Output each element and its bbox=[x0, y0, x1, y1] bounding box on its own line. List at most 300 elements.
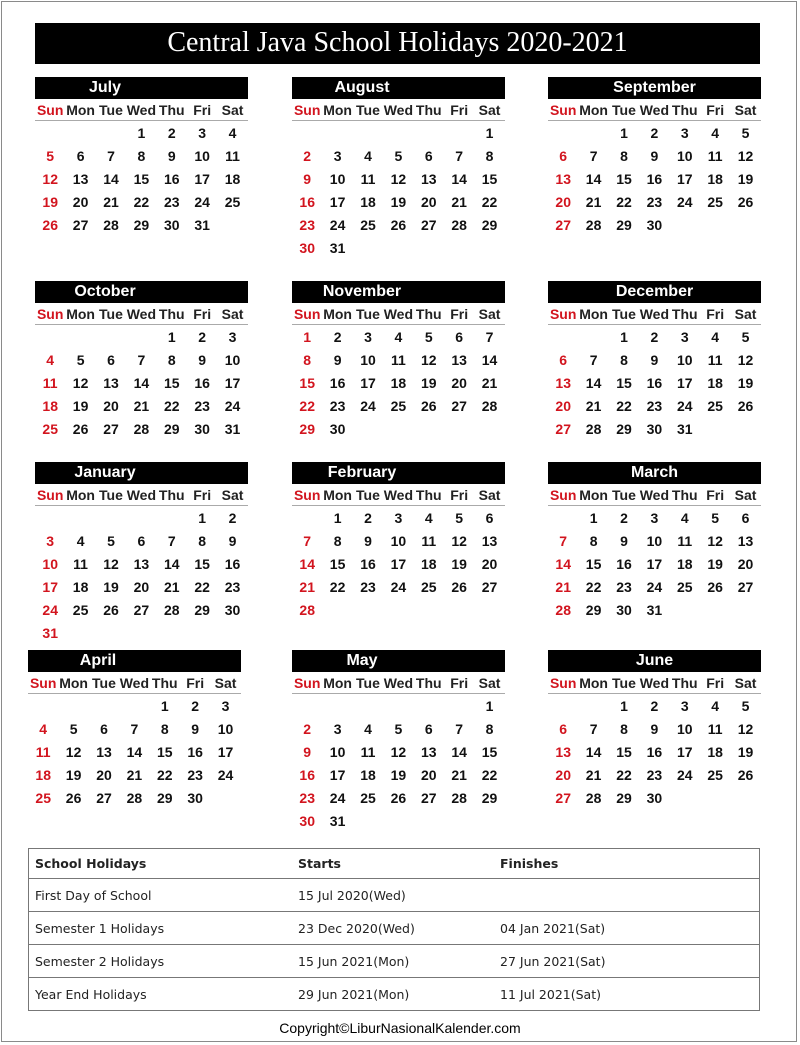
weekday-thu: Thu bbox=[151, 675, 178, 691]
empty-cell bbox=[126, 507, 156, 530]
day-cell: 26 bbox=[390, 790, 407, 806]
day-cell: 6 bbox=[424, 148, 433, 164]
month-header bbox=[35, 77, 248, 99]
day-cell: 24 bbox=[217, 767, 234, 783]
day-cell: 3 bbox=[364, 329, 372, 345]
weekday-sat: Sat bbox=[734, 675, 757, 691]
weekday-wed: Wed bbox=[126, 102, 157, 118]
day-cell: 31 bbox=[646, 602, 663, 618]
day-cell: 1 bbox=[620, 125, 628, 141]
day-cell: 19 bbox=[451, 556, 467, 572]
day-cell: 30 bbox=[329, 421, 346, 437]
weekday-fri: Fri bbox=[450, 102, 469, 118]
empty-cell bbox=[119, 695, 149, 718]
day-cell: 18 bbox=[360, 194, 376, 210]
day-cell: 14 bbox=[585, 744, 602, 760]
day-cell: 11 bbox=[73, 556, 88, 572]
day-cell: 18 bbox=[42, 398, 58, 414]
day-cell: 14 bbox=[126, 744, 143, 760]
day-cell: 15 bbox=[616, 171, 632, 187]
day-cell: 20 bbox=[737, 556, 754, 572]
day-cell: 9 bbox=[303, 744, 312, 760]
weekday-wed: Wed bbox=[639, 102, 670, 118]
copyright-text: Copyright©LiburNasionalKalender.com bbox=[279, 1020, 521, 1036]
weekday-sun: Sun bbox=[293, 102, 321, 118]
day-cell: 22 bbox=[616, 398, 632, 414]
month-name: June bbox=[635, 652, 674, 669]
weekday-tue: Tue bbox=[356, 306, 380, 322]
day-cell: 9 bbox=[333, 352, 342, 368]
weekday-mon: Mon bbox=[66, 487, 95, 503]
day-cell: 10 bbox=[676, 352, 693, 368]
day-cell: 27 bbox=[555, 421, 571, 437]
day-cell: 22 bbox=[329, 579, 346, 595]
day-cell: 10 bbox=[676, 721, 693, 737]
day-cell: 4 bbox=[711, 698, 720, 714]
day-cell: 29 bbox=[481, 790, 498, 806]
month-header bbox=[292, 650, 505, 672]
day-cell: 8 bbox=[137, 148, 146, 164]
day-cell: 4 bbox=[711, 125, 720, 141]
day-cell: 3 bbox=[198, 125, 207, 141]
day-cell: 24 bbox=[224, 398, 241, 414]
day-cell: 10 bbox=[329, 744, 346, 760]
day-cell: 16 bbox=[646, 375, 663, 391]
empty-cell bbox=[548, 695, 578, 718]
empty-cell bbox=[383, 695, 413, 718]
empty-cell bbox=[35, 326, 65, 349]
day-grid bbox=[548, 122, 761, 237]
day-cell: 19 bbox=[72, 398, 89, 414]
day-cell: 11 bbox=[707, 148, 723, 164]
day-cell: 27 bbox=[96, 790, 112, 806]
day-cell: 9 bbox=[650, 148, 659, 164]
empty-cell bbox=[444, 122, 474, 145]
day-cell: 2 bbox=[333, 329, 342, 345]
day-cell: 17 bbox=[194, 171, 210, 187]
day-cell: 9 bbox=[650, 352, 659, 368]
day-cell: 29 bbox=[616, 421, 632, 437]
month-name: December bbox=[615, 283, 694, 300]
day-cell: 6 bbox=[559, 721, 568, 737]
day-cell: 10 bbox=[224, 352, 241, 368]
empty-cell bbox=[414, 695, 444, 718]
weekday-wed: Wed bbox=[639, 675, 670, 691]
empty-cell bbox=[322, 122, 352, 145]
day-cell: 4 bbox=[680, 510, 689, 526]
header-starts: Starts bbox=[292, 849, 494, 879]
empty-cell bbox=[65, 507, 95, 530]
weekday-mon: Mon bbox=[59, 675, 88, 691]
empty-cell bbox=[578, 695, 608, 718]
day-cell: 26 bbox=[42, 217, 58, 233]
day-cell: 9 bbox=[198, 352, 207, 368]
day-cell: 8 bbox=[198, 533, 207, 549]
weekday-sun: Sun bbox=[36, 102, 64, 118]
day-cell: 28 bbox=[133, 421, 150, 437]
weekday-row bbox=[35, 99, 248, 121]
holiday-name: Year End Holidays bbox=[29, 978, 293, 1011]
day-cell: 1 bbox=[303, 329, 312, 345]
day-cell: 24 bbox=[42, 602, 58, 618]
weekday-tue: Tue bbox=[356, 102, 380, 118]
day-cell: 23 bbox=[360, 579, 376, 595]
day-cell: 29 bbox=[156, 790, 173, 806]
day-cell: 19 bbox=[737, 171, 754, 187]
day-cell: 6 bbox=[559, 352, 568, 368]
day-cell: 21 bbox=[126, 767, 143, 783]
day-cell: 13 bbox=[737, 533, 754, 549]
day-cell: 29 bbox=[585, 602, 602, 618]
day-cell: 7 bbox=[130, 721, 139, 737]
day-cell: 24 bbox=[676, 194, 693, 210]
day-cell: 20 bbox=[555, 767, 571, 783]
day-cell: 11 bbox=[707, 721, 723, 737]
holiday-end: 27 Jun 2021(Sat) bbox=[494, 945, 760, 978]
day-cell: 18 bbox=[707, 744, 723, 760]
weekday-sat: Sat bbox=[221, 102, 244, 118]
empty-cell bbox=[322, 695, 352, 718]
day-cell: 19 bbox=[390, 194, 407, 210]
empty-cell bbox=[353, 695, 383, 718]
day-cell: 29 bbox=[299, 421, 315, 437]
day-cell: 6 bbox=[455, 329, 464, 345]
day-cell: 4 bbox=[46, 352, 55, 368]
month-january bbox=[35, 462, 248, 645]
day-cell: 17 bbox=[329, 194, 346, 210]
day-cell: 16 bbox=[646, 744, 663, 760]
day-cell: 17 bbox=[224, 375, 241, 391]
month-name: February bbox=[327, 464, 397, 481]
weekday-row bbox=[28, 672, 241, 694]
day-cell: 28 bbox=[585, 421, 602, 437]
day-cell: 27 bbox=[72, 217, 89, 233]
day-cell: 5 bbox=[394, 721, 403, 737]
day-cell: 30 bbox=[163, 217, 180, 233]
day-cell: 4 bbox=[39, 721, 48, 737]
day-cell: 11 bbox=[390, 352, 406, 368]
weekday-wed: Wed bbox=[126, 306, 157, 322]
day-cell: 24 bbox=[360, 398, 376, 414]
weekday-row bbox=[292, 484, 505, 506]
day-cell: 11 bbox=[707, 352, 723, 368]
day-cell: 30 bbox=[224, 602, 241, 618]
day-cell: 13 bbox=[420, 744, 437, 760]
day-cell: 30 bbox=[646, 217, 663, 233]
month-september bbox=[548, 77, 761, 237]
weekday-sat: Sat bbox=[734, 306, 757, 322]
day-cell: 22 bbox=[616, 767, 632, 783]
day-cell: 1 bbox=[620, 329, 628, 345]
day-cell: 1 bbox=[137, 125, 146, 141]
day-cell: 22 bbox=[481, 194, 498, 210]
day-cell: 6 bbox=[485, 510, 494, 526]
day-cell: 27 bbox=[420, 790, 437, 806]
weekday-wed: Wed bbox=[383, 306, 414, 322]
day-cell: 21 bbox=[299, 579, 315, 595]
weekday-sat: Sat bbox=[734, 487, 757, 503]
month-july bbox=[35, 77, 248, 237]
weekday-tue: Tue bbox=[612, 306, 636, 322]
day-cell: 25 bbox=[707, 767, 723, 783]
day-cell: 26 bbox=[72, 421, 89, 437]
day-cell: 19 bbox=[420, 375, 437, 391]
day-cell: 1 bbox=[160, 698, 169, 714]
day-cell: 28 bbox=[126, 790, 143, 806]
weekday-sun: Sun bbox=[36, 306, 64, 322]
month-name: August bbox=[334, 79, 390, 96]
weekday-tue: Tue bbox=[99, 487, 123, 503]
day-cell: 21 bbox=[451, 194, 467, 210]
weekday-mon: Mon bbox=[579, 102, 608, 118]
weekday-row bbox=[548, 303, 761, 325]
day-cell: 18 bbox=[72, 579, 89, 595]
day-cell: 28 bbox=[451, 790, 467, 806]
weekday-sun: Sun bbox=[293, 675, 321, 691]
day-cell: 26 bbox=[737, 398, 754, 414]
month-november bbox=[292, 281, 505, 441]
day-cell: 24 bbox=[646, 579, 663, 595]
day-cell: 2 bbox=[198, 329, 207, 345]
day-cell: 23 bbox=[299, 217, 315, 233]
day-cell: 23 bbox=[224, 579, 241, 595]
weekday-mon: Mon bbox=[323, 306, 352, 322]
weekday-tue: Tue bbox=[99, 306, 123, 322]
day-cell: 15 bbox=[133, 171, 150, 187]
weekday-sat: Sat bbox=[221, 487, 244, 503]
day-cell: 27 bbox=[555, 217, 571, 233]
day-cell: 5 bbox=[76, 352, 85, 368]
empty-cell bbox=[96, 326, 126, 349]
weekday-tue: Tue bbox=[356, 487, 380, 503]
day-cell: 29 bbox=[481, 217, 498, 233]
day-cell: 1 bbox=[167, 329, 176, 345]
day-cell: 27 bbox=[133, 602, 150, 618]
day-cell: 19 bbox=[737, 375, 754, 391]
day-cell: 16 bbox=[616, 556, 632, 572]
day-cell: 7 bbox=[559, 533, 568, 549]
day-cell: 25 bbox=[42, 421, 58, 437]
day-cell: 4 bbox=[394, 329, 403, 345]
month-february bbox=[292, 462, 505, 622]
month-header bbox=[292, 281, 505, 303]
day-cell: 25 bbox=[676, 579, 693, 595]
day-cell: 27 bbox=[451, 398, 467, 414]
day-cell: 7 bbox=[303, 533, 312, 549]
weekday-fri: Fri bbox=[193, 487, 212, 503]
day-cell: 28 bbox=[481, 398, 498, 414]
weekday-tue: Tue bbox=[612, 675, 636, 691]
weekday-row bbox=[548, 672, 761, 694]
empty-cell bbox=[548, 507, 578, 530]
empty-cell bbox=[65, 326, 95, 349]
empty-cell bbox=[65, 122, 95, 145]
day-cell: 12 bbox=[65, 744, 82, 760]
weekday-row bbox=[548, 484, 761, 506]
day-cell: 16 bbox=[194, 375, 210, 391]
day-cell: 14 bbox=[585, 171, 602, 187]
month-name: March bbox=[630, 464, 679, 481]
day-cell: 15 bbox=[616, 744, 632, 760]
day-cell: 10 bbox=[194, 148, 210, 164]
day-cell: 15 bbox=[585, 556, 602, 572]
day-cell: 15 bbox=[194, 556, 210, 572]
day-cell: 15 bbox=[156, 744, 173, 760]
holidays-table bbox=[28, 848, 760, 1011]
day-cell: 20 bbox=[103, 398, 119, 414]
empty-cell bbox=[126, 326, 156, 349]
day-cell: 26 bbox=[103, 602, 119, 618]
weekday-mon: Mon bbox=[579, 306, 608, 322]
day-cell: 23 bbox=[329, 398, 346, 414]
day-cell: 8 bbox=[167, 352, 176, 368]
day-cell: 20 bbox=[420, 767, 437, 783]
day-cell: 5 bbox=[107, 533, 115, 549]
day-cell: 31 bbox=[224, 421, 241, 437]
day-cell: 19 bbox=[65, 767, 82, 783]
day-cell: 20 bbox=[420, 194, 437, 210]
weekday-thu: Thu bbox=[671, 306, 698, 322]
weekday-fri: Fri bbox=[450, 675, 469, 691]
day-cell: 26 bbox=[390, 217, 407, 233]
day-cell: 10 bbox=[646, 533, 663, 549]
day-cell: 3 bbox=[394, 510, 403, 526]
holiday-start: 15 Jun 2021(Mon) bbox=[292, 945, 494, 978]
day-cell: 16 bbox=[299, 767, 315, 783]
empty-cell bbox=[444, 695, 474, 718]
day-cell: 8 bbox=[485, 721, 494, 737]
day-cell: 2 bbox=[650, 698, 659, 714]
day-cell: 12 bbox=[737, 148, 754, 164]
day-cell: 2 bbox=[228, 510, 237, 526]
day-cell: 2 bbox=[620, 510, 628, 526]
day-cell: 9 bbox=[303, 171, 312, 187]
day-cell: 29 bbox=[616, 790, 632, 806]
day-grid bbox=[548, 507, 761, 622]
day-cell: 1 bbox=[620, 698, 628, 714]
weekday-sat: Sat bbox=[478, 675, 501, 691]
day-cell: 2 bbox=[650, 329, 659, 345]
day-cell: 8 bbox=[160, 721, 169, 737]
day-cell: 19 bbox=[737, 744, 754, 760]
weekday-thu: Thu bbox=[415, 102, 442, 118]
day-cell: 19 bbox=[707, 556, 723, 572]
day-grid bbox=[292, 122, 505, 260]
day-cell: 30 bbox=[299, 813, 315, 829]
day-cell: 17 bbox=[217, 744, 234, 760]
day-grid bbox=[548, 326, 761, 441]
day-cell: 30 bbox=[299, 240, 315, 256]
day-cell: 4 bbox=[424, 510, 433, 526]
day-cell: 15 bbox=[481, 744, 498, 760]
header-finishes: Finishes bbox=[494, 849, 760, 879]
weekday-sat: Sat bbox=[214, 675, 237, 691]
day-cell: 22 bbox=[194, 579, 210, 595]
day-cell: 24 bbox=[329, 217, 346, 233]
month-name: May bbox=[346, 652, 378, 669]
day-cell: 21 bbox=[451, 767, 467, 783]
day-cell: 12 bbox=[72, 375, 89, 391]
day-cell: 25 bbox=[72, 602, 89, 618]
day-cell: 21 bbox=[585, 194, 602, 210]
weekday-tue: Tue bbox=[612, 102, 636, 118]
day-cell: 12 bbox=[390, 171, 407, 187]
weekday-fri: Fri bbox=[706, 306, 725, 322]
day-cell: 1 bbox=[485, 125, 494, 141]
day-cell: 21 bbox=[585, 767, 602, 783]
day-cell: 5 bbox=[394, 148, 403, 164]
day-cell: 18 bbox=[420, 556, 437, 572]
day-cell: 6 bbox=[424, 721, 433, 737]
weekday-sat: Sat bbox=[734, 102, 757, 118]
day-cell: 4 bbox=[76, 533, 85, 549]
empty-cell bbox=[35, 122, 65, 145]
empty-cell bbox=[292, 507, 322, 530]
day-cell: 22 bbox=[585, 579, 602, 595]
empty-cell bbox=[292, 695, 322, 718]
day-cell: 21 bbox=[555, 579, 571, 595]
table-row bbox=[29, 912, 760, 945]
day-grid bbox=[35, 122, 248, 237]
day-cell: 6 bbox=[100, 721, 108, 737]
day-cell: 10 bbox=[329, 171, 346, 187]
month-name: October bbox=[74, 283, 136, 300]
weekday-thu: Thu bbox=[158, 487, 185, 503]
day-cell: 28 bbox=[299, 602, 315, 618]
weekday-row bbox=[292, 303, 505, 325]
weekday-sun: Sun bbox=[293, 487, 321, 503]
month-header bbox=[548, 462, 761, 484]
day-cell: 23 bbox=[163, 194, 180, 210]
weekday-thu: Thu bbox=[158, 306, 185, 322]
day-cell: 7 bbox=[167, 533, 176, 549]
weekday-fri: Fri bbox=[450, 487, 469, 503]
month-october bbox=[35, 281, 248, 441]
weekday-wed: Wed bbox=[383, 487, 414, 503]
day-cell: 21 bbox=[163, 579, 180, 595]
day-cell: 12 bbox=[737, 721, 754, 737]
day-cell: 20 bbox=[451, 375, 467, 391]
weekday-sun: Sun bbox=[549, 102, 577, 118]
day-grid bbox=[35, 326, 248, 441]
day-cell: 14 bbox=[555, 556, 571, 572]
day-cell: 10 bbox=[360, 352, 376, 368]
day-cell: 3 bbox=[221, 698, 230, 714]
day-cell: 16 bbox=[187, 744, 203, 760]
holiday-start: 23 Dec 2020(Wed) bbox=[292, 912, 494, 945]
day-cell: 17 bbox=[676, 171, 693, 187]
weekday-thu: Thu bbox=[415, 675, 442, 691]
day-cell: 25 bbox=[360, 790, 376, 806]
day-cell: 16 bbox=[646, 171, 663, 187]
weekday-wed: Wed bbox=[639, 487, 670, 503]
day-cell: 14 bbox=[451, 744, 467, 760]
day-cell: 23 bbox=[646, 398, 663, 414]
day-cell: 14 bbox=[481, 352, 498, 368]
day-cell: 2 bbox=[191, 698, 200, 714]
table-row bbox=[29, 879, 760, 912]
month-name: September bbox=[613, 79, 696, 96]
day-cell: 5 bbox=[741, 125, 750, 141]
holiday-end bbox=[494, 879, 760, 912]
day-cell: 13 bbox=[481, 533, 498, 549]
month-header bbox=[292, 462, 505, 484]
day-cell: 23 bbox=[187, 767, 203, 783]
month-header bbox=[35, 462, 248, 484]
day-cell: 18 bbox=[707, 171, 723, 187]
day-cell: 23 bbox=[616, 579, 632, 595]
day-cell: 3 bbox=[680, 329, 689, 345]
